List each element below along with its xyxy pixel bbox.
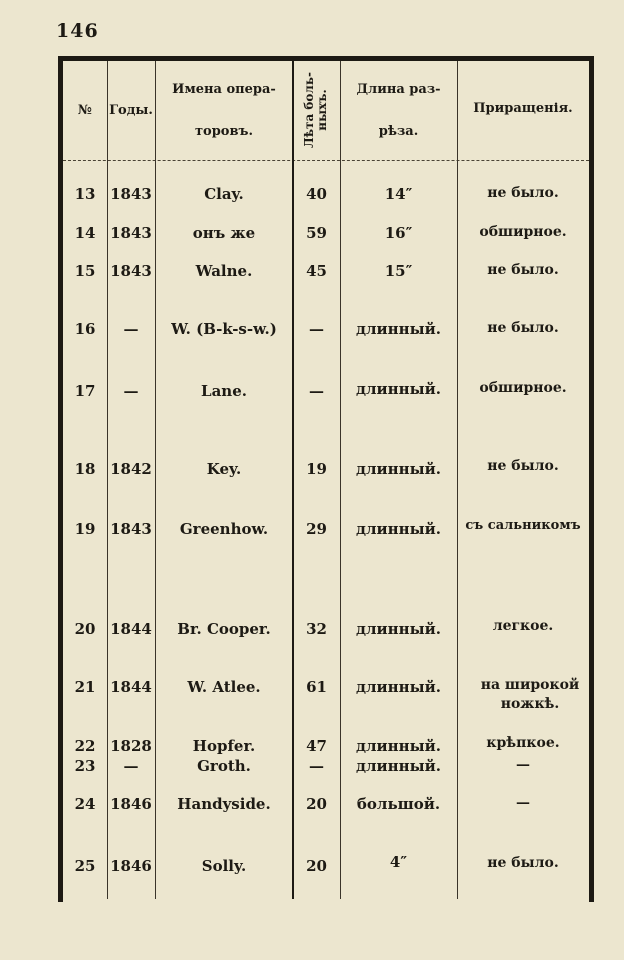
row-operator: W. Atlee. [187,678,261,696]
row-incision-length: длинный. [355,520,442,538]
header-adhesions: Приращенія. [473,101,573,116]
header-length-line-1: Длина раз- [356,82,441,97]
row-operator: W. (B-k-s-w.) [171,320,277,338]
row-year: 1846 [110,857,152,875]
page-number: 146 [56,20,99,42]
row-adhesions: обширное. [479,380,567,396]
header-year: Годы. [109,103,153,118]
row-incision-length: длинный. [355,737,442,755]
row-operator: Greenhow. [179,520,269,538]
row-year: 1844 [110,620,152,638]
row-age: 20 [306,857,327,875]
row-operator: Groth. [197,757,251,775]
row-year: 1842 [110,460,152,478]
row-age: 19 [306,460,327,478]
row-age: 61 [306,678,327,696]
row-year: 1828 [110,737,152,755]
row-incision-length: длинный. [355,678,442,696]
row-age: — [309,757,324,775]
row-year: 1843 [110,185,152,203]
row-age: 40 [306,185,327,203]
header-patient-age-text [303,72,329,148]
row-adhesions: не было. [487,855,559,871]
row-incision-length: длинный. [355,460,442,478]
row-number: 19 [74,520,96,538]
row-number: 14 [74,224,96,242]
row-adhesions: легкое. [492,618,554,634]
row-adhesions: не было. [487,320,559,336]
row-adhesions: съ сальникомъ [465,518,581,533]
row-incision-length: большой. [356,795,441,813]
header-incision-length [341,80,456,142]
row-incision-length: длинный. [355,320,442,338]
row-number: 16 [74,320,96,338]
row-incision-length: длинный. [355,380,442,398]
header-operator-name [156,80,292,142]
header-age-line-1: Лѣта боль- [302,71,316,149]
row-year: 1843 [110,520,152,538]
table-frame-left [58,56,63,902]
row-adhesions: обширное. [479,224,567,240]
row-incision-length: 14″ [384,185,413,203]
row-operator: Clay. [204,185,244,203]
row-adhesions: на широкой ножкѣ. [480,677,580,712]
row-age: — [309,320,324,338]
row-age: 20 [306,795,327,813]
row-operator: Lane. [201,382,247,400]
row-number: 13 [74,185,96,203]
row-number: 24 [74,795,96,813]
row-number: 15 [74,262,96,280]
table-frame-right [589,56,594,902]
header-patient-age [293,62,339,158]
row-operator: Walne. [195,262,253,280]
row-incision-length: 15″ [384,262,413,280]
row-adhesions: — [516,795,530,811]
row-year: 1843 [110,262,152,280]
row-age: 29 [306,520,327,538]
row-incision-length: длинный. [355,757,442,775]
header-length-line-2: рѣза. [378,124,419,139]
row-adhesions: не было. [487,262,559,278]
row-operator: Solly. [201,857,247,875]
row-number: 22 [74,737,96,755]
row-age: — [309,382,324,400]
header-rule [63,160,589,162]
row-number: 25 [74,857,96,875]
row-number: 21 [74,678,96,696]
row-operator: Key. [206,460,242,478]
row-age: 47 [306,737,327,755]
row-incision-length: 4″ [389,853,408,871]
row-adhesions: не было. [487,185,559,201]
row-incision-length: длинный. [355,620,442,638]
row-adhesions: крѣпкое. [486,735,560,751]
row-number: 20 [74,620,96,638]
row-operator: Br. Cooper. [177,620,271,638]
row-age: 45 [306,262,327,280]
table-frame-top [58,56,594,61]
row-operator: Hopfer. [192,737,256,755]
row-number: 18 [74,460,96,478]
row-year: — [123,757,139,775]
row-adhesions: не было. [487,458,559,474]
header-operator-name-line-1: Имена опера- [172,82,276,97]
row-year: 1846 [110,795,152,813]
row-year: — [123,320,139,338]
header-operator-name-line-2: торовъ. [194,124,254,139]
row-operator: Handyside. [177,795,271,813]
row-incision-length: 16″ [384,224,413,242]
row-year: 1844 [110,678,152,696]
row-age: 59 [306,224,327,242]
row-number: 17 [74,382,96,400]
row-adhesions: — [516,757,530,773]
row-year: 1843 [110,224,152,242]
row-number: 23 [74,757,96,775]
header-no: № [77,103,93,118]
row-age: 32 [306,620,327,638]
row-year: — [123,382,139,400]
header-age-line-2: ныхъ. [315,89,329,131]
row-operator: онъ же [192,224,256,242]
